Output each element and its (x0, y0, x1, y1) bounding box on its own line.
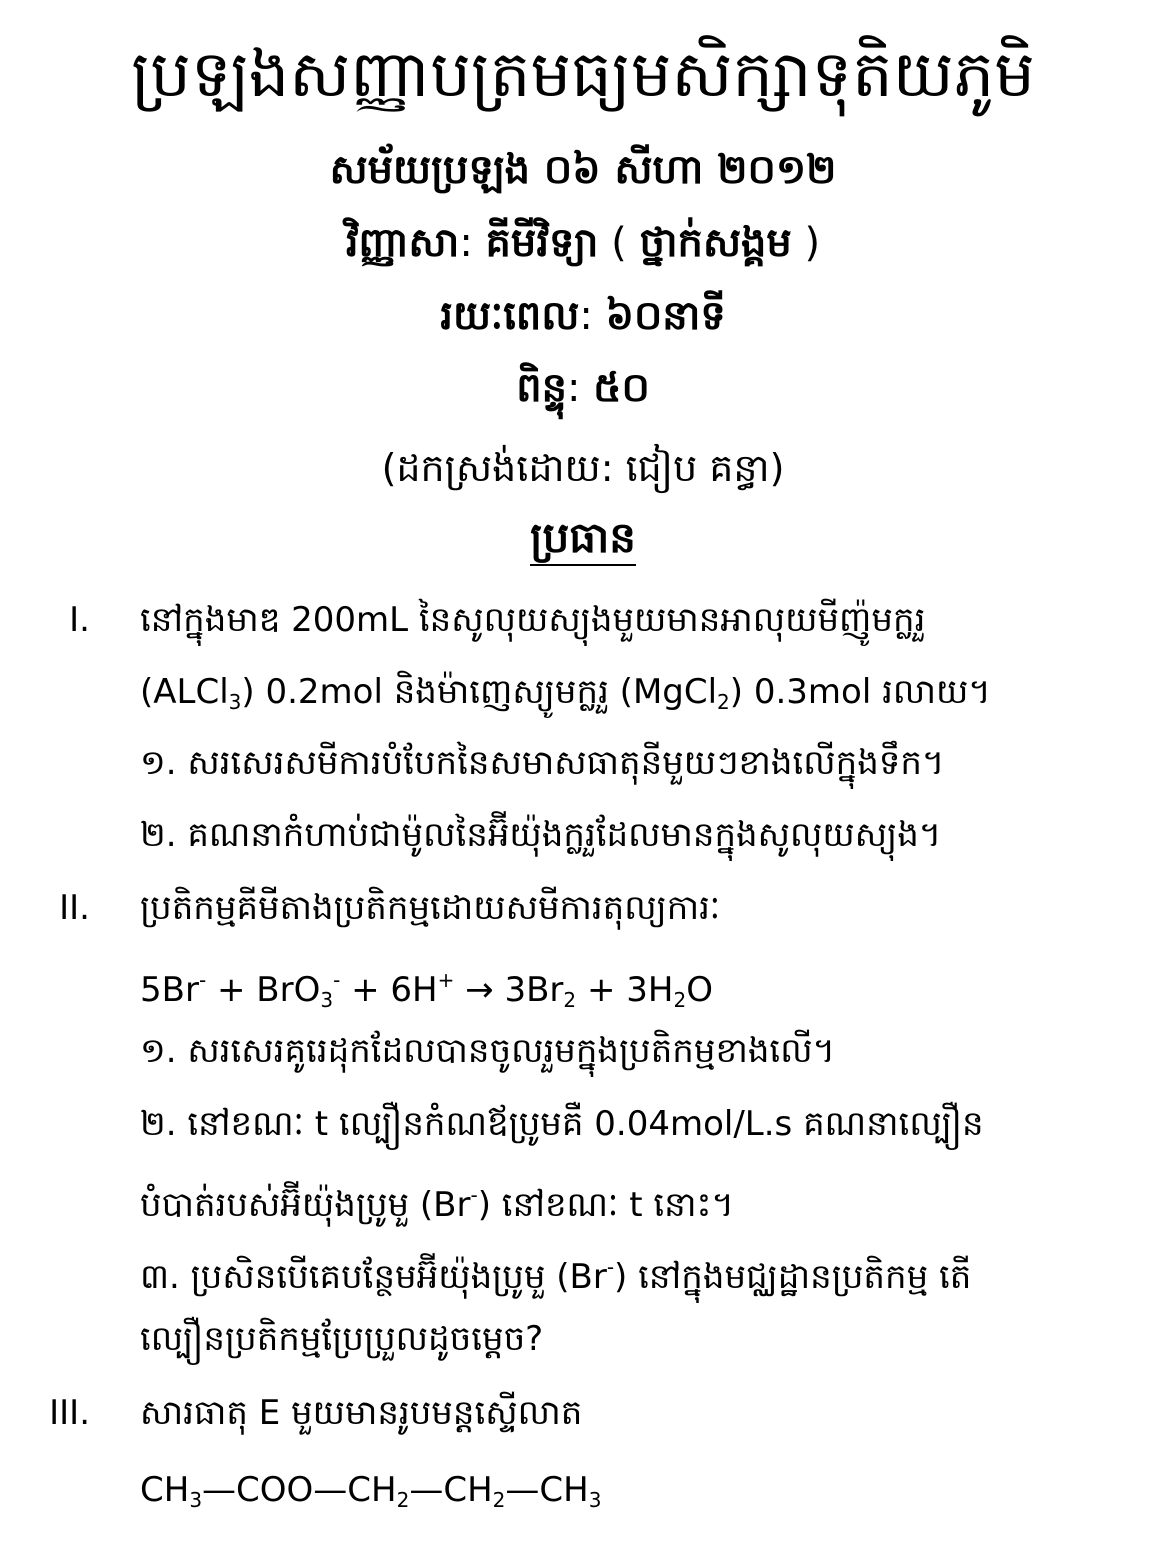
score-value: ៥០ (593, 365, 650, 411)
q2-item3-text-b: ) នៅក្នុងមជ្ឈដ្ឋានប្រតិកម្ម តើ (614, 1257, 972, 1297)
question-1-item-1: ១. សរសេរសមីការបំបែកនៃសមាសធាតុនីមួយៗខាងលើក្នុងទឹក។ (140, 743, 945, 783)
duration-value: ៦០នាទី (605, 293, 726, 339)
subject-value: គីមីវិទ្យា (485, 220, 599, 266)
question-2-equation (140, 952, 1140, 1028)
question-1-line-1: នៅក្នុងមាឌ 200mL នៃសូលុយស្យុងមួយមានអាលុយមីញ៉ូមក្លរួ (140, 600, 926, 640)
question-3-formula (140, 1462, 1140, 1528)
eq-term-3: + 6H (340, 970, 438, 1010)
question-2-item-2-line-2 (140, 1167, 1140, 1233)
subject-label: វិញ្ញាសា (345, 220, 460, 266)
question-1-number: I. (69, 600, 90, 640)
duration-colon: : (579, 293, 606, 339)
formula-sub-d: 3 (588, 1488, 602, 1512)
formula-part-a: CH (140, 1470, 190, 1510)
eq-sup-1: - (198, 968, 207, 992)
eq-term-4: → 3Br (454, 970, 564, 1010)
question-1-line-2 (140, 664, 1140, 730)
exam-credit: (ដកស្រង់ដោយ: ជៀប គន្ធា) (381, 446, 785, 490)
section-title-text: ប្រធាន (530, 513, 636, 566)
formula-sub-b: 2 (396, 1488, 410, 1512)
question-2-line-1: ប្រតិកម្មគីមីតាងប្រតិកម្មដោយសមីការតុល្យការៈ (140, 888, 721, 928)
q1-sub-2: 2 (717, 690, 730, 714)
eq-sub-5: 2 (673, 988, 687, 1012)
subject-level: ថ្នាក់សង្គម (639, 220, 792, 266)
subject-colon: : (459, 220, 486, 266)
question-2-item-3-line-1 (140, 1239, 1140, 1305)
eq-sup-3: + (437, 968, 455, 992)
question-2-item-2-line-1: ២. នៅខណៈ t ល្បឿនកំណឪប្រូមគឺ 0.04mol/L.s គណនាល្បឿន (140, 1104, 984, 1144)
section-title (0, 508, 1166, 568)
duration-label: រយៈពេល (440, 293, 580, 339)
question-3-number: III. (49, 1393, 90, 1433)
q1-text-b: ) 0.2mol និងម៉ាញេស្យូមក្លរួ (MgCl (241, 672, 718, 712)
formula-part-b: —COO—CH (202, 1470, 397, 1510)
eq-term-6: O (686, 970, 713, 1010)
q2-item3-text-a: ៣. ប្រសិនបើគេបន្ថែមអ៊ីយ៉ុងប្រូមួ (Br (140, 1257, 607, 1297)
question-1-item-2: ២. គណនាកំហាប់ជាម៉ូលនៃអ៊ីយ៉ុងក្លរួដែលមានក្នុងសូលុយស្យុង។ (140, 815, 942, 855)
eq-sub-2: 3 (320, 988, 334, 1012)
exam-session: សម័យប្រឡង ០៦ សីហា ២០១២ (329, 147, 837, 193)
question-2-number: II. (59, 888, 90, 928)
formula-sub-c: 2 (492, 1488, 506, 1512)
q1-text-a: (ALCl (140, 672, 229, 712)
eq-sub-4: 2 (563, 988, 577, 1012)
q1-text-c: ) 0.3mol រលាយ។ (729, 672, 991, 712)
formula-part-c: —CH (409, 1470, 493, 1510)
q1-sub-1: 3 (228, 690, 242, 714)
eq-term-2: + BrO (206, 970, 321, 1010)
subject-paren-close: ) (791, 220, 821, 266)
score-colon: : (566, 365, 594, 411)
eq-term-1: 5Br (140, 970, 199, 1010)
q2-item2-text-a: បំបាត់របស់អ៊ីយ៉ុងប្រូមួ (Br (140, 1185, 471, 1225)
question-2-item-3-line-2: ល្បឿនប្រតិកម្មប្រែប្រួលដូចម្ដេច? (140, 1319, 544, 1359)
formula-sub-a: 3 (189, 1488, 203, 1512)
eq-term-5: + 3H (576, 970, 674, 1010)
question-3-line-1: សារធាតុ E មួយមានរូបមន្តស្ទើលាត (140, 1393, 583, 1433)
eq-sup-2: - (333, 968, 341, 992)
exam-title: ប្រឡងសញ្ញាបត្រមធ្យមសិក្សាទុតិយភូមិ (131, 38, 1035, 112)
q2-item2-text-b: ) នៅខណៈ t នោះ។ (477, 1185, 734, 1225)
exam-score (0, 358, 1166, 418)
formula-part-d: —CH (505, 1470, 589, 1510)
exam-duration (0, 286, 1166, 346)
subject-paren-open: ( (598, 220, 640, 266)
score-label: ពិន្ទុ (516, 365, 567, 411)
exam-subject (0, 213, 1166, 273)
q2-item3-sup: - (606, 1255, 615, 1279)
question-2-item-1: ១. សរសេរគូរេដុកដែលបានចូលរួមក្នុងប្រតិកម្មខាងលើ។ (140, 1031, 835, 1071)
q2-item2-sup: - (470, 1183, 478, 1207)
